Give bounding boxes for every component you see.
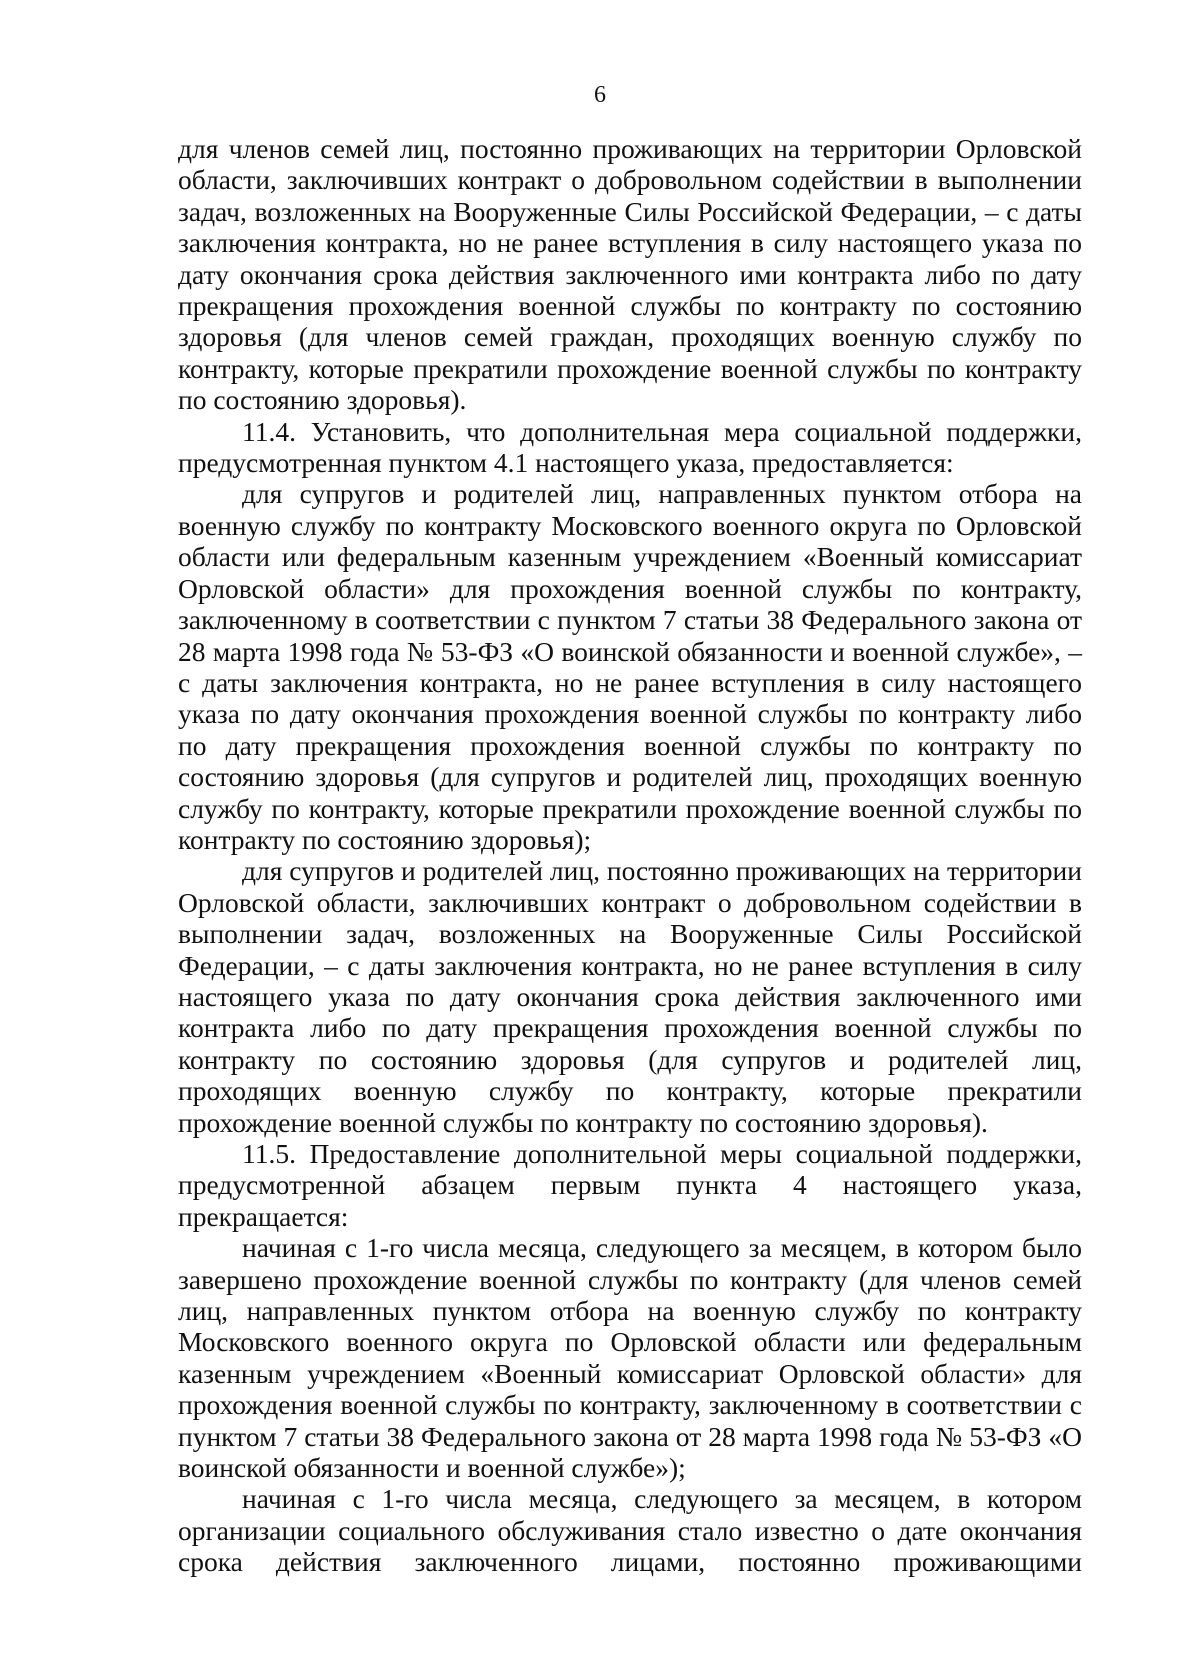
document-body [178,133,1082,1578]
paragraph-continuation-family-members: для членов семей лиц, постоянно проживающих на территории Орловской области, заключивших контракт о добровольном содействии в выполнении задач, возложенных на Вооруженные Силы Российской Федерации, – с даты заключения контракта, но не ранее вступления в силу настоящего указа по дату окончания срока действия заключенного ими контракта либо по дату прекращения прохождения военной службы по контракту по состоянию здоровья (для членов семей граждан, проходящих военную службу по контракту, которые прекратили прохождение военной службы по контракту по состоянию здоровья). [178,133,1082,416]
page-number: 6 [594,82,606,108]
paragraph-termination-service-end: начиная с 1-го числа месяца, следующего за месяцем, в котором было завершено прохождение военной службы по контракту (для членов семей лиц, направленных пунктом отбора на военную службу по контракту Московского военного округа по Орловской области или федеральным казенным учреждением «Военный комиссариат Орловской области» для прохождения военной службы по контракту, заключенному в соответствии с пунктом 7 статьи 38 Федерального закона от 28 марта 1998 года № 53-ФЗ «О воинской обязанности и военной службе»); [178,1232,1082,1484]
paragraph-11-4: 11.4. Установить, что дополнительная мера социальной поддержки, предусмотренная пунктом 4.1 настоящего указа, предоставляется: [178,415,1082,479]
paragraph-termination-contract-end: начиная с 1-го числа месяца, следующего за месяцем, в котором организации социального обслуживания стало известно о дате окончания срока действия заключенного лицами, постоянно проживающими [178,1483,1082,1578]
paragraph-spouses-parents-residents: для супругов и родителей лиц, постоянно проживающих на территории Орловской области, заключивших контракт о добровольном содействии в выполнении задач, возложенных на Вооруженные Силы Российской Федерации, – с даты заключения контракта, но не ранее вступления в силу настоящего указа по дату окончания срока действия заключенного ими контракта либо по дату прекращения прохождения военной службы по контракту по состоянию здоровья (для супругов и родителей лиц, проходящих военную службу по контракту, которые прекратили прохождение военной службы по контракту по состоянию здоровья). [178,855,1082,1138]
paragraph-spouses-parents-directed: для супругов и родителей лиц, направленных пунктом отбора на военную службу по контракту Московского военного округа по Орловской области или федеральным казенным учреждением «Военный комиссариат Орловской области» для прохождения военной службы по контракту, заключенному в соответствии с пунктом 7 статьи 38 Федерального закона от 28 марта 1998 года № 53-ФЗ «О воинской обязанности и военной службе», – с даты заключения контракта, но не ранее вступления в силу настоящего указа по дату окончания прохождения военной службы по контракту либо по дату прекращения прохождения военной службы по контракту по состоянию здоровья (для супругов и родителей лиц, проходящих военную службу по контракту, которые прекратили прохождение военной службы по контракту по состоянию здоровья); [178,478,1082,855]
paragraph-11-5: 11.5. Предоставление дополнительной меры социальной поддержки, предусмотренной абзацем первым пункта 4 настоящего указа, прекращается: [178,1138,1082,1232]
